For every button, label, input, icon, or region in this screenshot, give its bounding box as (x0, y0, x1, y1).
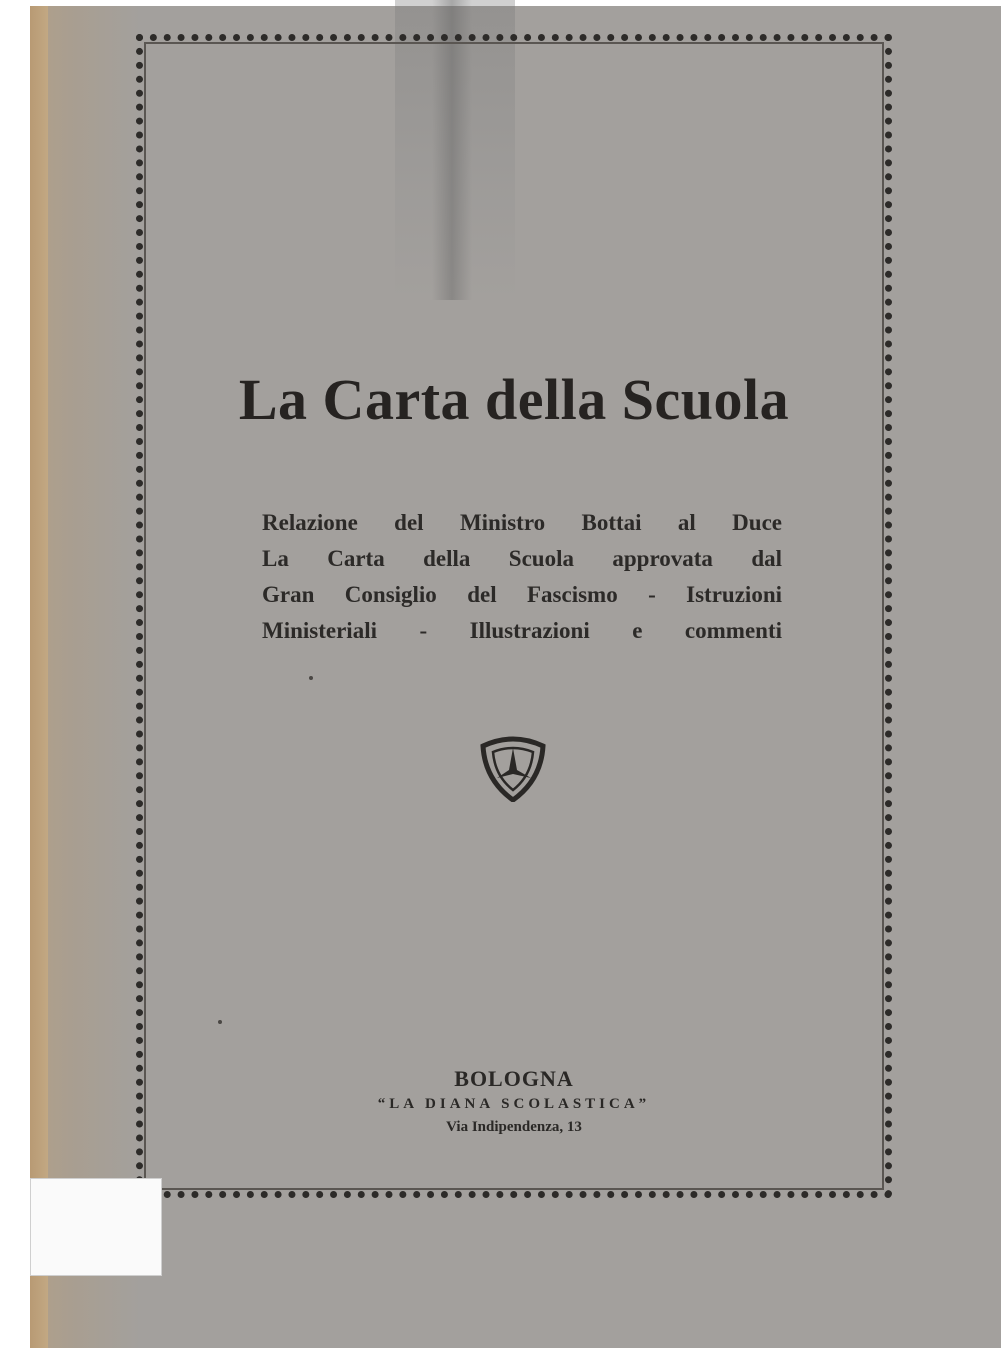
publisher-city: BOLOGNA (454, 1066, 574, 1091)
subtitle-line: Relazione del Ministro Bottai al Duce (262, 510, 782, 535)
library-label-sticker (30, 1178, 162, 1276)
publisher-address: Via Indipendenza, 13 (446, 1119, 582, 1135)
book-title: La Carta della Scuola (238, 367, 790, 432)
cover-left-edge (30, 6, 48, 1348)
subtitle-line: Ministeriali - Illustrazioni e commenti (262, 618, 782, 643)
speck (309, 676, 313, 680)
shield-emblem-icon (479, 732, 547, 802)
book-subtitle (262, 505, 782, 649)
publisher-name: “LA DIANA SCOLASTICA” (377, 1096, 651, 1112)
publisher-block (136, 1066, 892, 1136)
subtitle-line: Gran Consiglio del Fascismo - Istruzioni (262, 582, 782, 607)
subtitle-line: La Carta della Scuola approvata dal (262, 546, 782, 571)
speck (218, 1020, 222, 1024)
